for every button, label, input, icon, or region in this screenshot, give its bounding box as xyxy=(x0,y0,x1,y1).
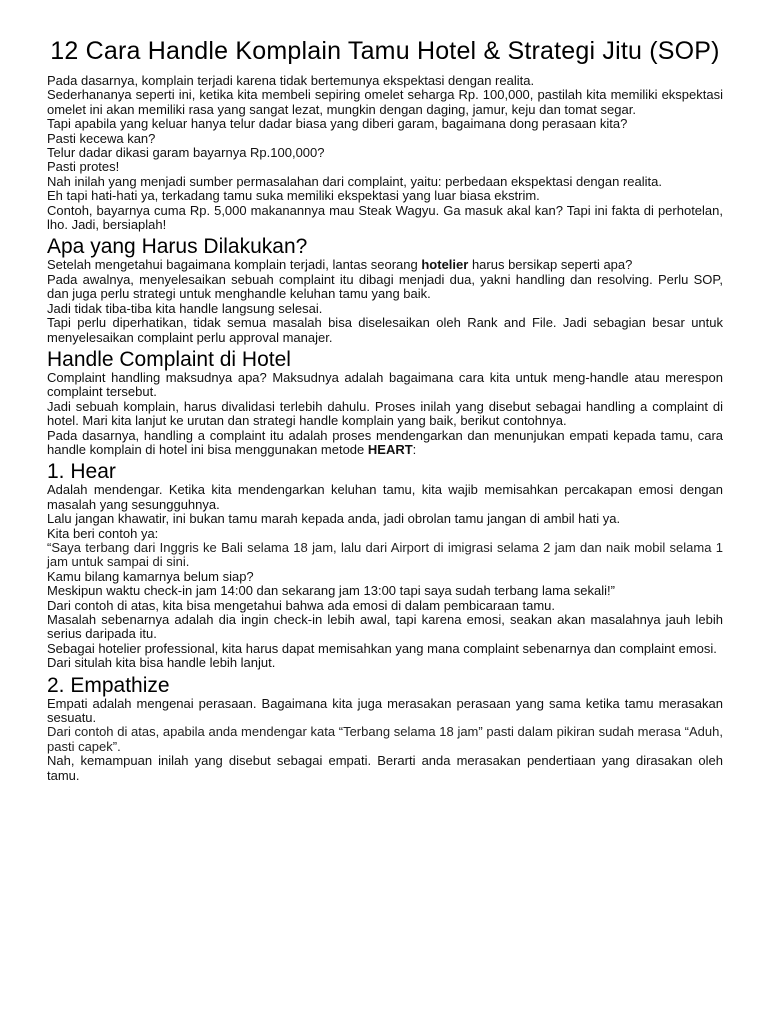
hear-paragraph: Kamu bilang kamarnya belum siap? xyxy=(47,568,254,584)
apa-paragraph: Pada awalnya, menyelesaikan sebuah complaint itu dibagi menjadi dua, yakni handling dan resolving. Perlu SOP, dan juga perlu strategi untuk menghandle keluhan tamu yang baik. xyxy=(47,271,723,302)
hear-paragraph: Adalah mendengar. Ketika kita mendengarkan keluhan tamu, kita wajib memisahkan percakapan emosi dengan masalah yang sesungguhnya. xyxy=(47,482,723,512)
hear-paragraph: Dari contoh di atas, kita bisa mengetahui bahwa ada emosi di dalam pembicaraan tamu. xyxy=(47,597,556,613)
heart-bold-term: HEART xyxy=(367,441,413,457)
empathize-paragraph: Empati adalah mengenai perasaan. Bagaimana kita juga merasakan perasaan yang sama ketika tamu merasakan sesuatu. xyxy=(47,695,723,726)
apa-text-before: Setelah mengetahui bagaimana komplain terjadi, lantas seorang xyxy=(47,257,422,273)
intro-paragraph: Sederhananya seperti ini, ketika kita membeli sepiring omelet seharga Rp. 100,000, pastilah kita memiliki ekspektasi omelet ini akan memiliki rasa yang sangat lezat, mungkin dengan daging, jamur, keju dan tomat segar. xyxy=(47,87,723,117)
intro-paragraph: Pada dasarnya, komplain terjadi karena tidak bertemunya ekspektasi dengan realita. xyxy=(47,73,535,88)
empathize-quote-paragraph: Dari contoh di atas, apabila anda mendengar kata “Terbang selama 18 jam” pasti dalam pikiran sudah merasa “Aduh, pasti capek”. xyxy=(47,724,723,754)
intro-paragraph: Pasti kecewa kan? xyxy=(47,130,156,146)
section-heading-empathize: 2. Empathize xyxy=(47,673,170,697)
hear-paragraph: Sebagai hotelier professional, kita harus dapat memisahkan yang mana complaint sebenarnya dan complaint emosi. xyxy=(47,640,717,656)
apa-paragraph: Jadi tidak tiba-tiba kita handle langsung selesai. xyxy=(47,300,323,316)
handle-text-after: : xyxy=(412,441,417,457)
document-title: 12 Cara Handle Komplain Tamu Hotel & Strategi Jitu (SOP) xyxy=(50,37,720,65)
apa-text-after: harus bersikap seperti apa? xyxy=(468,257,633,273)
intro-paragraph: Pasti protes! xyxy=(47,159,120,175)
handle-paragraph: Jadi sebuah komplain, harus divalidasi terlebih dahulu. Proses inilah yang disebut sebagai handling a complaint di hotel. Mari kita lanjut ke urutan dan strategi handle komplain yang baik, berikut contohnya. xyxy=(47,398,723,429)
intro-paragraph: Contoh, bayarnya cuma Rp. 5,000 makanannya mau Steak Wagyu. Ga masuk akal kan? Tapi ini fakta di perhotelan, lho. Jadi, bersiaplah! xyxy=(47,202,723,233)
intro-paragraph: Telur dadar dikasi garam bayarnya Rp.100,000? xyxy=(47,145,325,161)
hear-paragraph: Lalu jangan khawatir, ini bukan tamu marah kepada anda, jadi obrolan tamu jangan di ambil hati ya. xyxy=(47,511,621,527)
section-heading-apa: Apa yang Harus Dilakukan? xyxy=(47,235,308,259)
apa-paragraph: Tapi perlu diperhatikan, tidak semua masalah bisa diselesaikan oleh Rank and File. Jadi sebagian besar untuk menyelesaikan complaint perlu approval manajer. xyxy=(47,315,723,345)
empathize-paragraph: Nah, kemampuan inilah yang disebut sebagai empati. Berarti anda merasakan pendertiaan yang dirasakan oleh tamu. xyxy=(47,753,723,783)
handle-paragraph xyxy=(47,429,723,458)
handle-text-before: Pada dasarnya, handling a complaint itu adalah proses mendengarkan dan menunjukan empati kepada tamu, cara handle komplain di hotel ini bisa menggunakan metode xyxy=(47,427,723,457)
apa-paragraph xyxy=(47,258,723,272)
section-heading-handle: Handle Complaint di Hotel xyxy=(47,347,291,371)
intro-paragraph: Tapi apabila yang keluar hanya telur dadar biasa yang diberi garam, bagaimana dong perasaan kita? xyxy=(47,116,628,132)
intro-paragraph: Nah inilah yang menjadi sumber permasalahan dari complaint, yaitu: perbedaan ekspektasi dengan realita. xyxy=(47,173,662,189)
hear-paragraph: Kita beri contoh ya: xyxy=(47,525,159,541)
hotelier-bold-term: hotelier xyxy=(421,257,469,273)
document-page xyxy=(47,36,723,783)
hear-quote-paragraph: “Saya terbang dari Inggris ke Bali selama 18 jam, lalu dari Airport di imigrasi selama 2 jam dan naik mobil selama 1 jam untuk sampai di sini. xyxy=(47,539,723,570)
hear-paragraph: Dari situlah kita bisa handle lebih lanjut. xyxy=(47,655,276,671)
hear-paragraph: Meskipun waktu check-in jam 14:00 dan sekarang jam 13:00 tapi saya sudah terbang lama sekali!” xyxy=(47,583,615,599)
handle-paragraph: Complaint handling maksudnya apa? Maksudnya adalah bagaimana cara kita untuk meng-handle atau merespon complaint tersebut. xyxy=(47,369,723,400)
hear-paragraph: Masalah sebenarnya adalah dia ingin check-in lebih awal, tapi karena emosi, seakan akan masalahnya jauh lebih serius daripada itu. xyxy=(47,612,723,642)
section-heading-hear: 1. Hear xyxy=(47,460,116,484)
intro-paragraph: Eh tapi hati-hati ya, terkadang tamu suka memiliki ekspektasi yang luar biasa ekstrim. xyxy=(47,188,540,204)
